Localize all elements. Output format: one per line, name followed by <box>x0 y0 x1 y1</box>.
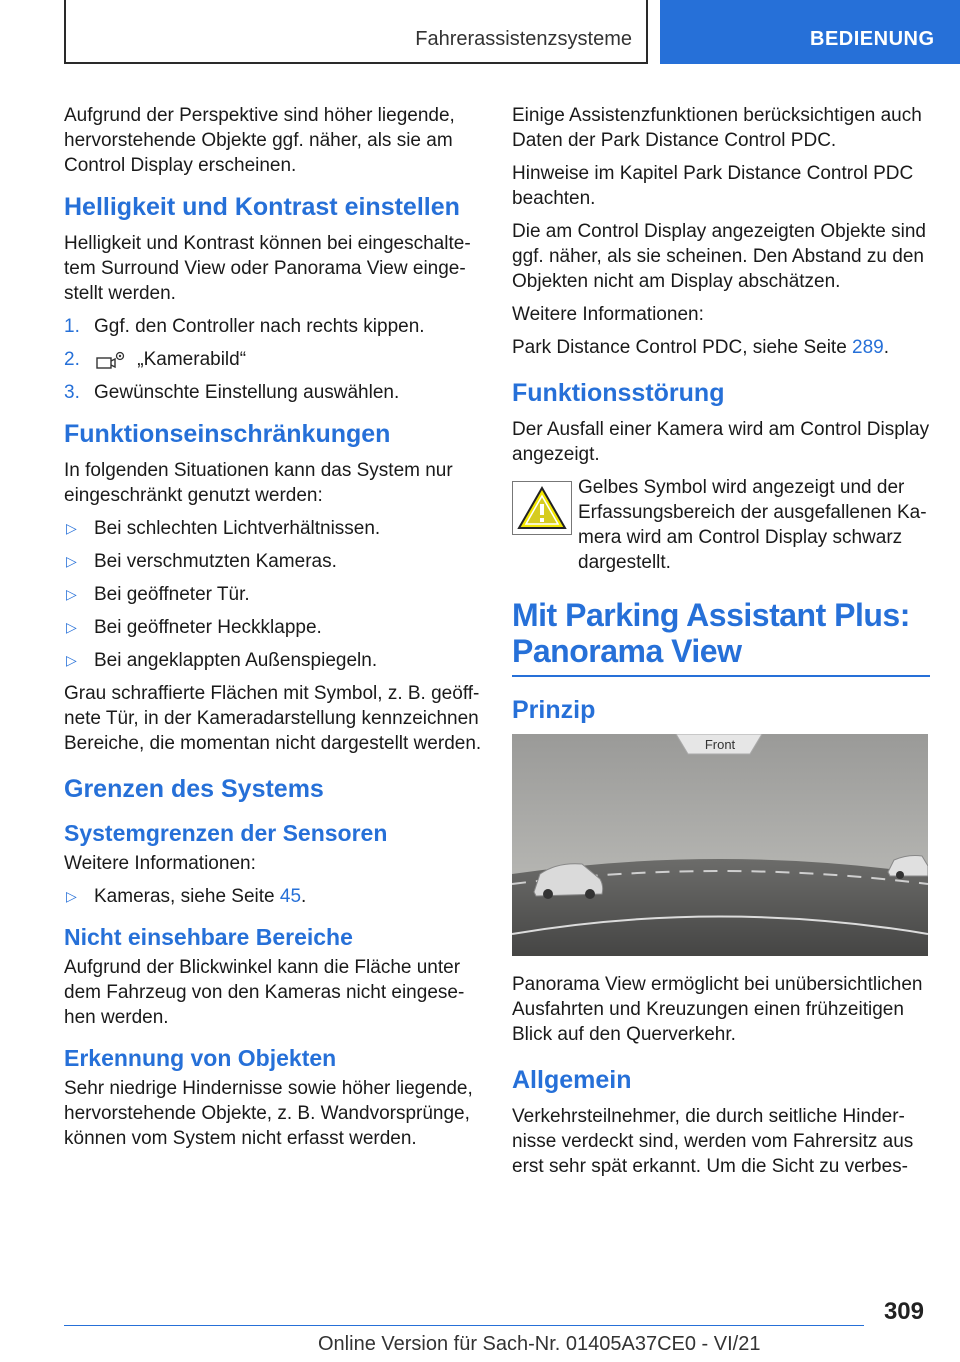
einschraenkungen-paragraph: In folgenden Situationen kann das System nur eingeschränkt genutzt werden: <box>64 460 453 506</box>
bullet-triangle-icon: ▷ <box>66 619 77 635</box>
heading-grenzen: Grenzen des Systems <box>64 775 324 803</box>
intro-paragraph: Aufgrund der Perspektive sind höher liegende, hervorstehende Objekte ggf. näher, als sie am Control Display erscheinen. <box>64 105 455 176</box>
bullet-text: Bei angeklappten Außenspiegeln. <box>94 650 378 671</box>
grau-paragraph: Grau schraffierte Flächen mit Symbol, z. B. geöffnete Tür, in der Kameradarstellung kennzeichnen Bereiche, die momentan nicht dargestellt werden. <box>64 683 482 754</box>
warning-note <box>512 475 930 575</box>
bullet-text: Bei schlechten Lichtverhältnissen. <box>94 518 381 539</box>
step-number: 2. <box>64 349 80 370</box>
heading-panorama-view: Mit Parking Assistant Plus: Panorama View <box>512 597 910 669</box>
bullet-text: Bei verschmutzten Kameras. <box>94 551 337 572</box>
page-link-45[interactable]: 45 <box>279 886 302 907</box>
left-column <box>64 103 482 1159</box>
stoerung-paragraph: Der Ausfall einer Kamera wird am Control Display angezeigt. <box>512 419 930 465</box>
header-section-tab <box>660 0 960 64</box>
header-title: Fahrerassistenzsysteme <box>415 28 632 50</box>
list-item <box>64 380 482 405</box>
bullet-text: Kameras, siehe Seite <box>94 886 280 907</box>
list-item <box>64 516 482 541</box>
header-section-label: BEDIENUNG <box>810 28 935 50</box>
warning-triangle-icon <box>512 481 572 535</box>
step-text: Ggf. den Controller nach rechts kippen. <box>94 316 425 337</box>
pdc-paragraph: Einige Assistenzfunktionen berücksichtigen auch Daten der Park Distance Control PDC. <box>512 105 922 151</box>
step-text: Gewünschte Einstellung auswählen. <box>94 382 400 403</box>
heading-prinzip: Prinzip <box>512 696 596 724</box>
bullet-text: Bei geöffneter Tür. <box>94 584 250 605</box>
step-number: 1. <box>64 316 80 337</box>
nicht-paragraph: Aufgrund der Blickwinkel kann die Fläche unter dem Fahrzeug von den Kameras nicht eingesehen werden. <box>64 957 465 1028</box>
bullet-text: Bei geöffneter Heckklappe. <box>94 617 322 638</box>
step-text: „Kamerabild“ <box>137 349 247 370</box>
right-column <box>512 103 930 1187</box>
heading-nicht-einsehbar: Nicht einsehbare Bereiche <box>64 924 353 950</box>
weitere-paragraph: Weitere Informationen: <box>64 853 256 874</box>
list-item <box>64 648 482 673</box>
period: . <box>301 886 307 907</box>
footer-divider <box>64 1325 864 1326</box>
heading-sensoren: Systemgrenzen der Sensoren <box>64 820 388 846</box>
front-label: Front <box>704 737 736 752</box>
helligkeit-paragraph: Helligkeit und Kontrast können bei eingeschaltetem Surround View oder Panorama View eingestellt werden. <box>64 233 471 304</box>
bullet-triangle-icon: ▷ <box>66 586 77 602</box>
period: . <box>883 337 890 358</box>
objekte-paragraph: Die am Control Display angezeigten Objekte sind ggf. näher, als sie scheinen. Den Abstand zu den Objekten nicht am Display abschätzen. <box>512 221 926 292</box>
heading-erkennung: Erkennung von Objekten <box>64 1045 337 1071</box>
panorama-view-image <box>512 734 928 956</box>
page-number: 309 <box>883 1298 924 1325</box>
list-item <box>64 314 482 339</box>
steps-list <box>64 314 482 405</box>
erkennung-paragraph: Sehr niedrige Hindernisse sowie höher liegende, hervorstehende Objekte, z. B. Wandvorsprünge, können vom System nicht erfasst werden. <box>64 1078 473 1149</box>
list-item <box>64 582 482 607</box>
bullet-triangle-icon: ▷ <box>66 553 77 569</box>
restrictions-list <box>64 516 482 673</box>
symbol-paragraph: Gelbes Symbol wird angezeigt und der Erfassungsbereich der ausgefallenen Kamera wird am Control Display schwarz dargestellt. <box>578 477 927 573</box>
hinweise-paragraph: Hinweise im Kapitel Park Distance Control PDC beachten. <box>512 163 914 209</box>
heading-divider <box>512 675 930 677</box>
heading-stoerung: Funktionsstörung <box>512 379 725 407</box>
allgemein-paragraph: Verkehrsteilnehmer, die durch seitliche Hindernisse verdeckt sind, werden vom Fahrersitz aus erst sehr spät erkannt. Um die Sicht zu verbes- <box>512 1106 914 1177</box>
weitere-paragraph: Weitere Informationen: <box>512 304 704 325</box>
heading-einschraenkungen: Funktionseinschränkungen <box>64 420 391 448</box>
panorama-paragraph: Panorama View ermöglicht bei unübersichtlichen Ausfahrten und Kreuzungen einen frühzeitigen Blick auf den Querverkehr. <box>512 974 923 1045</box>
step-number: 3. <box>64 382 80 403</box>
list-item <box>64 615 482 640</box>
heading-helligkeit: Helligkeit und Kontrast einstellen <box>64 193 460 221</box>
page-link-289[interactable]: 289 <box>852 337 884 358</box>
header-title-box <box>64 0 648 64</box>
footer-text: Online Version für Sach-Nr. 01405A37CE0 - VI/21 <box>318 1333 761 1355</box>
bullet-triangle-icon: ▷ <box>66 888 77 904</box>
list-item <box>64 347 482 372</box>
camera-settings-icon <box>94 349 126 371</box>
bullet-triangle-icon: ▷ <box>66 520 77 536</box>
pdc-reference <box>512 335 930 360</box>
list-item <box>64 549 482 574</box>
bullet-triangle-icon: ▷ <box>66 652 77 668</box>
heading-allgemein: Allgemein <box>512 1066 632 1094</box>
list-item <box>64 884 482 909</box>
reference-text: Park Distance Control PDC, siehe Seite <box>512 337 853 358</box>
